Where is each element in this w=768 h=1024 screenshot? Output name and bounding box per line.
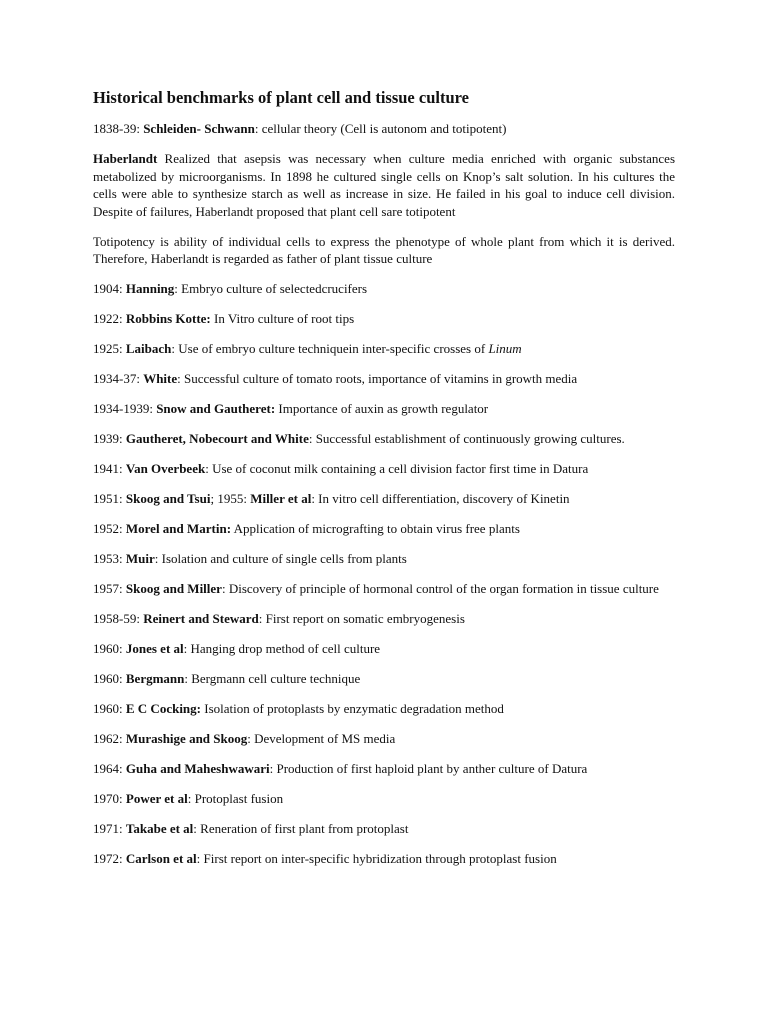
entry-name: Van Overbeek — [125, 461, 206, 477]
entry-name: Power et al — [125, 791, 188, 807]
paragraph-totipotency: Totipotency is ability of individual cells to express the phenotype of whole plant from which it is derived. Therefore, Haberlandt is regarded as father of plant tissue culture — [93, 233, 675, 267]
entry-text: Importance of auxin as growth regulator — [275, 401, 489, 417]
entry-text: : Embryo culture of selectedcrucifers — [174, 281, 368, 297]
entry-name-second: Miller et al — [250, 491, 312, 507]
timeline-entry — [93, 430, 675, 448]
document-page — [93, 88, 675, 880]
timeline-entry — [93, 520, 675, 538]
entry-name: Hanning — [125, 281, 175, 297]
entry-text: : Production of first haploid plant by anther culture of Datura — [269, 761, 588, 777]
entry-name: Haberlandt — [93, 150, 158, 166]
entry-date: 1922: — [93, 311, 126, 327]
entry-date: 1904: — [93, 281, 126, 297]
entry-date: 1925: — [93, 341, 126, 357]
timeline-entry — [93, 850, 675, 868]
timeline-entry — [93, 820, 675, 838]
entry-text: : Successful culture of tomato roots, importance of vitamins in growth media — [177, 371, 578, 387]
timeline-entry — [93, 730, 675, 748]
entry-name: Takabe et al — [125, 821, 194, 837]
entry-date: 1939: — [93, 431, 126, 447]
timeline-entry — [93, 580, 675, 598]
entry-text: : Protoplast fusion — [187, 791, 284, 807]
document-title: Historical benchmarks of plant cell and tissue culture — [93, 88, 469, 107]
entry-text: Application of micrografting to obtain virus free plants — [231, 521, 520, 537]
entry-name: Guha and Maheshwawari — [125, 761, 270, 777]
entry-name: Skoog and Miller — [125, 581, 222, 597]
entry-date: 1960: — [93, 671, 126, 687]
entry-text: : Isolation and culture of single cells from plants — [154, 551, 407, 567]
entry-name: E C Cocking: — [125, 701, 201, 717]
entry-text: In Vitro culture of root tips — [210, 311, 355, 327]
entry-name: Schleiden- Schwann — [143, 121, 255, 136]
entry-name: Carlson et al — [125, 851, 197, 867]
timeline-entry — [93, 400, 675, 418]
timeline-entry — [93, 610, 675, 628]
entry-text: : Development of MS media — [247, 731, 396, 747]
entry-text: : First report on somatic embryogenesis — [258, 611, 465, 627]
entry-date: 1951: — [93, 491, 126, 507]
timeline-entry — [93, 280, 675, 298]
entry-date: 1962: — [93, 731, 126, 747]
entry-date: 1970: — [93, 791, 126, 807]
entry-text-second: : In vitro cell differentiation, discovery of Kinetin — [311, 491, 570, 507]
timeline-list — [93, 280, 675, 867]
entry-date: 1838-39: — [93, 121, 144, 136]
entry-name: White — [143, 371, 178, 387]
entry-text: : Bergmann cell culture technique — [184, 671, 361, 687]
timeline-entry — [93, 790, 675, 808]
timeline-entry — [93, 490, 675, 508]
entry-text: : Discovery of principle of hormonal control of the organ formation in tissue culture — [221, 581, 659, 597]
entry-name: Laibach — [125, 341, 172, 357]
entry-name: Jones et al — [125, 641, 184, 657]
entry-date: 1941: — [93, 461, 126, 477]
timeline-entry — [93, 340, 675, 358]
entry-date: 1964: — [93, 761, 126, 777]
entry-name: Bergmann — [125, 671, 185, 687]
timeline-entry — [93, 550, 675, 568]
timeline-entry — [93, 370, 675, 388]
entry-text: : Use of embryo culture techniquein inter-specific crosses of — [171, 341, 489, 357]
entry-date: 1958-59: — [93, 611, 144, 627]
entry-name: Snow and Gautheret: — [156, 401, 276, 417]
entry-text: : cellular theory (Cell is autonom and totipotent) — [254, 121, 507, 136]
entry-haberlandt — [93, 150, 675, 220]
timeline-entry — [93, 670, 675, 688]
entry-name: Reinert and Steward — [143, 611, 259, 627]
entry-name: Morel and Martin: — [125, 521, 232, 537]
entry-name: Skoog and Tsui — [125, 491, 211, 507]
timeline-entry — [93, 310, 675, 328]
entry-name: Robbins Kotte: — [125, 311, 211, 327]
entry-text: Realized that asepsis was necessary when culture media enriched with organic substances metabolized by microorganisms. In 1898 he cultured single cells on Knop’s salt solution. In his cultures the cells were able to synthesize starch as well as increase in size. He failed in his goal to induce cell division. Despite of failures, Haberlandt proposed that plant cell sare totipotent — [93, 150, 675, 219]
entry-date: 1953: — [93, 551, 126, 567]
entry-date: 1952: — [93, 521, 126, 537]
entry-text: : Reneration of first plant from protoplast — [193, 821, 409, 837]
entry-text: : Hanging drop method of cell culture — [183, 641, 381, 657]
timeline-entry — [93, 460, 675, 478]
timeline-entry — [93, 640, 675, 658]
entry-date: 1971: — [93, 821, 126, 837]
entry-text: ; 1955: — [210, 491, 251, 507]
entry-text: : Successful establishment of continuously growing cultures. — [308, 431, 625, 447]
timeline-entry — [93, 700, 675, 718]
entry-name: Muir — [125, 551, 155, 567]
timeline-entry — [93, 760, 675, 778]
entry-date: 1960: — [93, 701, 126, 717]
entry-date: 1934-1939: — [93, 401, 157, 417]
entry-schleiden-schwann — [93, 120, 675, 138]
entry-date: 1972: — [93, 851, 126, 867]
entry-date: 1934-37: — [93, 371, 144, 387]
entry-name: Murashige and Skoog — [125, 731, 248, 747]
entry-date: 1957: — [93, 581, 126, 597]
entry-text: : First report on inter-specific hybridization through protoplast fusion — [196, 851, 557, 867]
entry-italic: Linum — [488, 341, 522, 357]
entry-date: 1960: — [93, 641, 126, 657]
entry-name: Gautheret, Nobecourt and White — [125, 431, 309, 447]
entry-text: Isolation of protoplasts by enzymatic degradation method — [201, 701, 504, 717]
entry-text: : Use of coconut milk containing a cell division factor first time in Datura — [205, 461, 589, 477]
